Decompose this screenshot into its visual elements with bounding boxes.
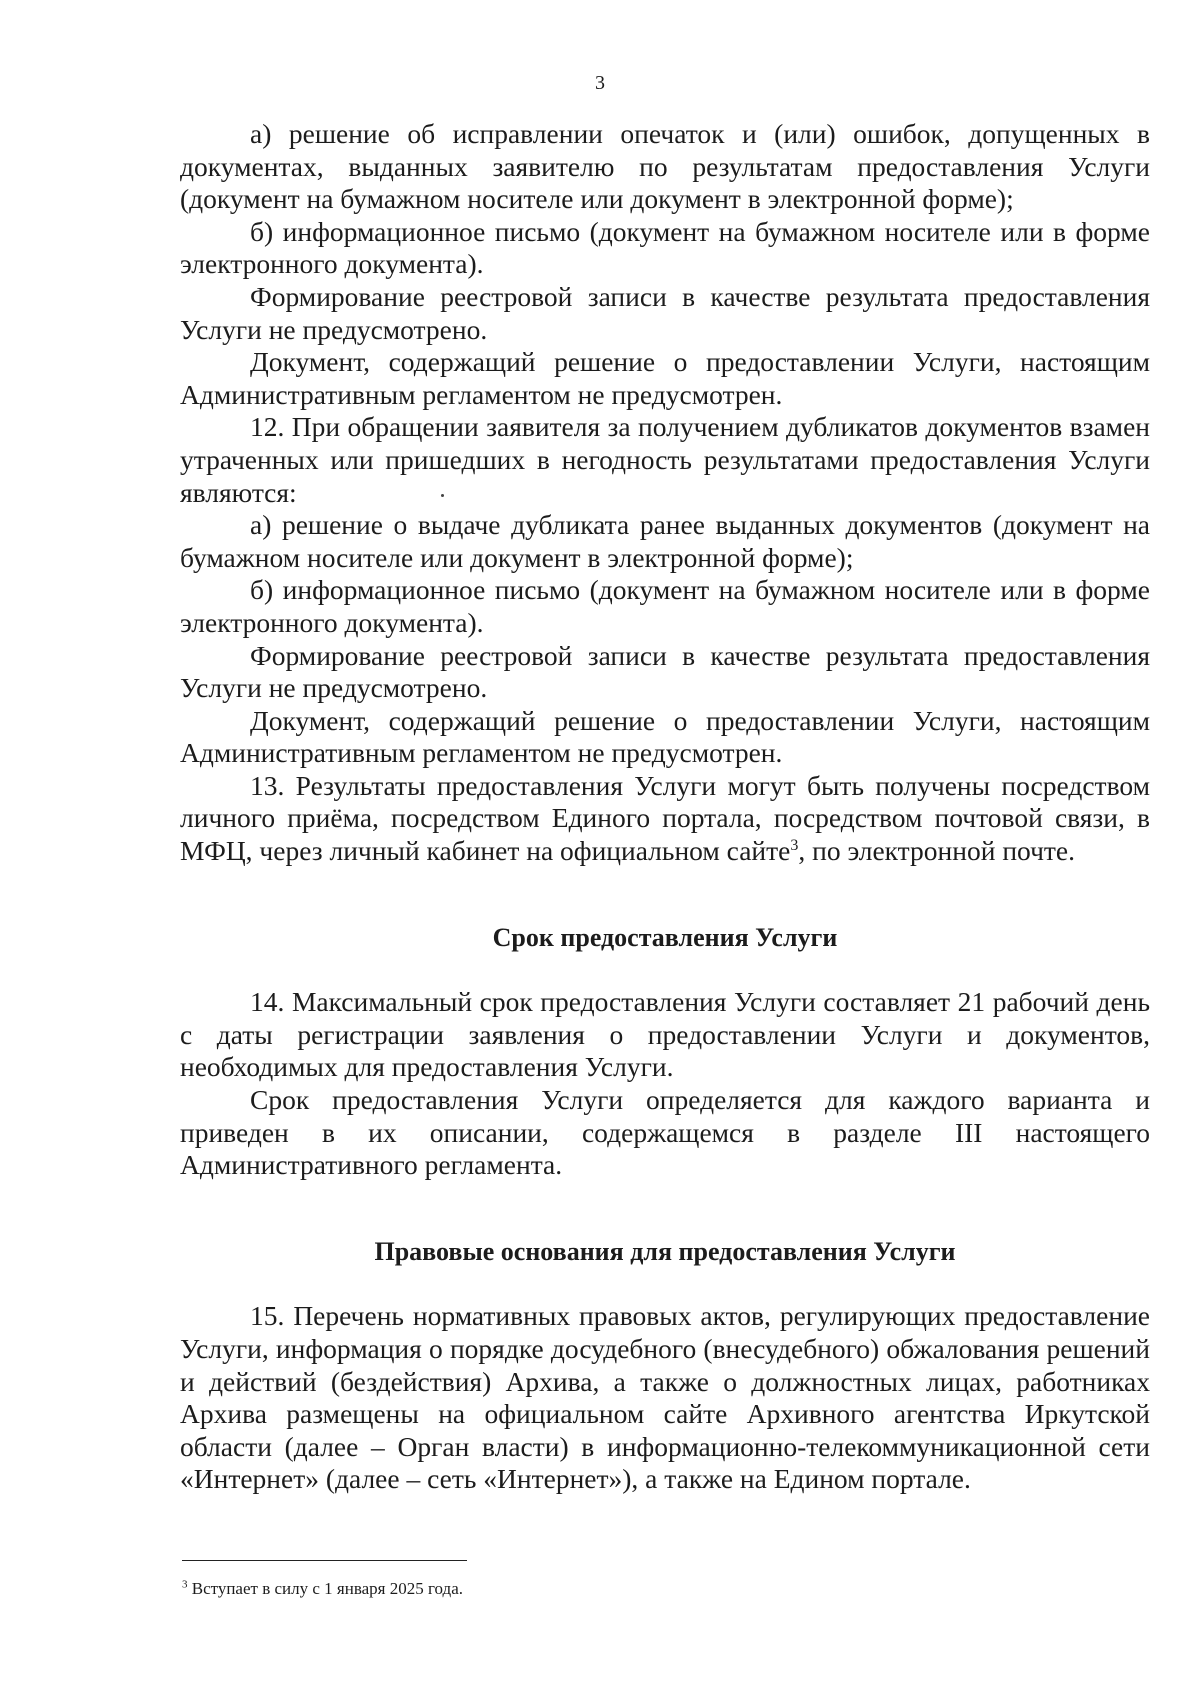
page-number: 3: [595, 72, 605, 94]
footnote-reference: 3: [790, 836, 799, 854]
footnote: [182, 1578, 882, 1600]
section-heading-term: Срок предоставления Услуги: [492, 922, 838, 952]
footnote-separator: [182, 1560, 467, 1561]
paragraph-term-variants: Срок предоставления Услуги определяется для каждого варианта и приведен в их описании, содержащемся в разделе III настоящего Административного регламента.: [180, 1084, 1150, 1181]
paragraph-12b: б) информационное письмо (документ на бумажном носителе или в форме электронного документа).: [180, 574, 1150, 638]
paragraph-12: 12. При обращении заявителя за получением дубликатов документов взамен утраченных или пришедших в негодность результатами предоставления Услуги являются:: [180, 411, 1150, 508]
paragraph-decision-note-1: Документ, содержащий решение о предоставлении Услуги, настоящим Административным регламентом не предусмотрен.: [180, 346, 1150, 410]
paragraph-registry-note-2: Формирование реестровой записи в качестве результата предоставления Услуги не предусмотрено.: [180, 639, 1150, 704]
paragraph-12a: а) решение о выдаче дубликата ранее выданных документов (документ на бумажном носителе или документ в электронной форме);: [180, 509, 1150, 573]
paragraph-11b: б) информационное письмо (документ на бумажном носителе или в форме электронного документа).: [180, 215, 1150, 280]
paragraph-13: [180, 770, 1150, 868]
document-body: [180, 118, 1150, 1496]
paragraph-13-tail: , по электронной почте.: [798, 835, 1075, 867]
paragraph-decision-note-2: Документ, содержащий решение о предоставлении Услуги, настоящим Административным регламентом не предусмотрен.: [180, 704, 1150, 769]
section-heading-legal: Правовые основания для предоставления Услуги: [374, 1236, 956, 1266]
paragraph-15: 15. Перечень нормативных правовых актов, регулирующих предоставление Услуги, информация о порядке досудебного (внесудебного) обжалования решений и действий (бездействия) Архива, а также о должностных лицах, работниках Архива размещены на официальном сайте Архивного агентства Иркутской области (далее – Орган власти) в информационно-телекоммуникационной сети «Интернет» (далее – сеть «Интернет»), а также на Едином портале.: [180, 1300, 1150, 1495]
footnote-mark: 3: [182, 1578, 188, 1591]
paragraph-14: 14. Максимальный срок предоставления Услуги составляет 21 рабочий день с даты регистрации заявления о предоставлении Услуги и документов, необходимых для предоставления Услуги.: [180, 986, 1150, 1083]
scan-speck: [441, 494, 444, 497]
paragraph-11a: а) решение об исправлении опечаток и (или) ошибок, допущенных в документах, выданных заявителю по результатам предоставления Услуги (документ на бумажном носителе или документ в электронной форме);: [180, 118, 1150, 215]
paragraph-13-text: 13. Результаты предоставления Услуги могут быть получены посредством личного приёма, посредством Единого портала, посредством почтовой связи, в МФЦ, через личный кабинет на официальном сайте: [180, 769, 1150, 867]
paragraph-registry-note-1: Формирование реестровой записи в качестве результата предоставления Услуги не предусмотрено.: [180, 280, 1150, 345]
footnote-text: Вступает в силу с 1 января 2025 года.: [187, 1579, 463, 1598]
